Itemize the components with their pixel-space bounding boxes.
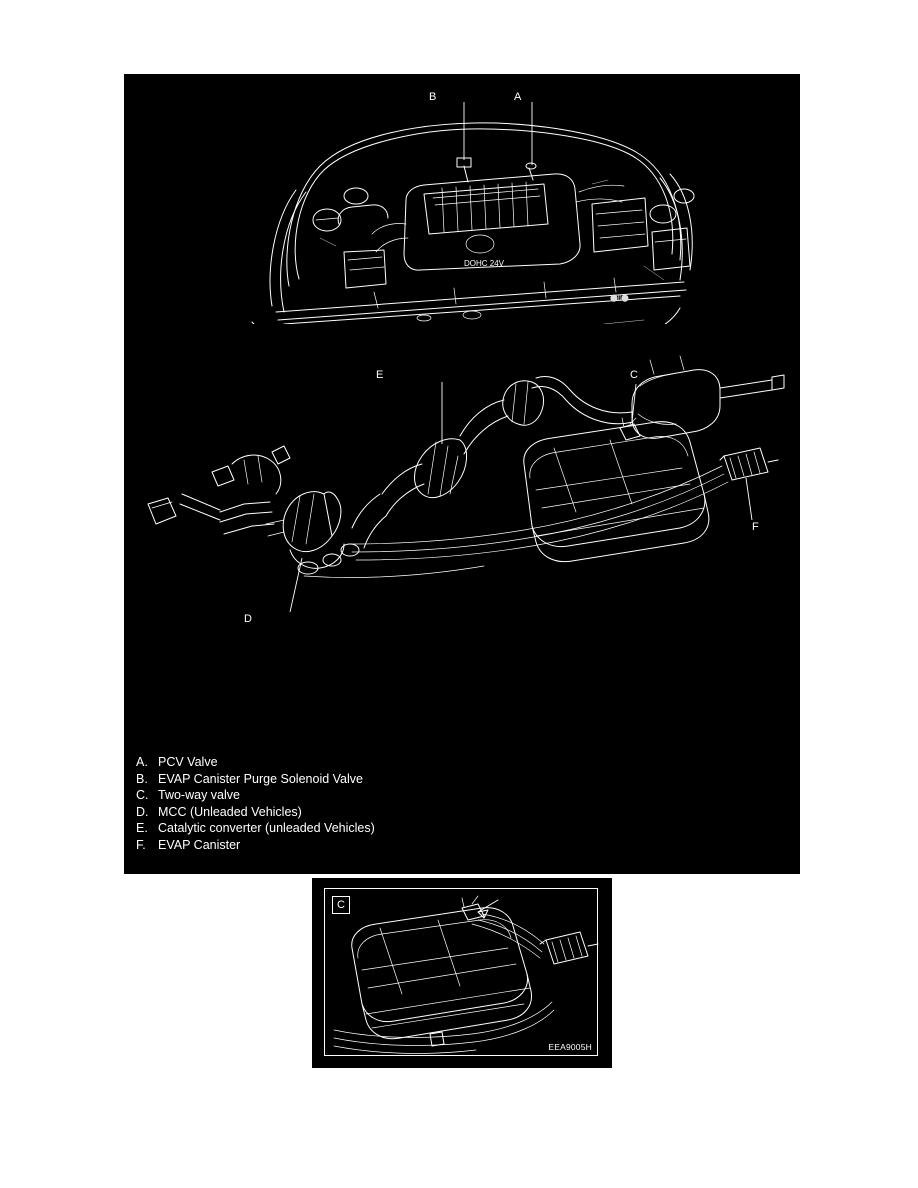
exhaust-evap-illustration: [124, 344, 800, 724]
svg-text:⬤ll⬤: ⬤ll⬤: [610, 295, 629, 302]
legend-item-d: [136, 804, 776, 821]
callout-label-d: D: [244, 613, 252, 625]
engine-bay-illustration: [124, 74, 800, 324]
legend-text-b: EVAP Canister Purge Solenoid Valve: [158, 771, 363, 786]
detail-figure-panel: [312, 878, 612, 1068]
detail-letter-c: C: [332, 896, 350, 914]
detail-figure-code: EEA9005H: [548, 1042, 592, 1052]
legend-text-f: EVAP Canister: [158, 837, 241, 852]
legend-key-e: E.: [136, 821, 148, 835]
exhaust-evap-drawing: [124, 344, 800, 724]
callout-label-b: B: [429, 91, 437, 103]
legend-item-f: [136, 837, 776, 854]
legend-text-d: MCC (Unleaded Vehicles): [158, 804, 302, 819]
legend-key-a: A.: [136, 755, 148, 769]
callout-label-f: F: [752, 521, 759, 533]
legend-item-b: [136, 771, 776, 788]
legend-item-a: [136, 754, 776, 771]
main-figure-panel: [124, 74, 800, 874]
engine-bay-drawing: [124, 74, 800, 324]
callout-label-c: C: [630, 369, 638, 381]
legend-text-e: Catalytic converter (unleaded Vehicles): [158, 821, 375, 835]
legend-key-f: F.: [136, 837, 146, 852]
legend-key-b: B.: [136, 771, 148, 786]
legend-item-e: [136, 820, 776, 837]
legend-item-c: [136, 787, 776, 804]
svg-text:DOHC 24V: DOHC 24V: [464, 259, 505, 268]
callout-label-a: A: [514, 91, 522, 103]
legend-key-d: D.: [136, 804, 149, 819]
figure-legend: [136, 754, 776, 853]
detail-drawing: [312, 878, 612, 1068]
callout-label-e: E: [376, 369, 384, 381]
legend-text-a: PCV Valve: [158, 755, 218, 769]
legend-text-c: Two-way valve: [158, 788, 240, 802]
legend-key-c: C.: [136, 788, 149, 802]
